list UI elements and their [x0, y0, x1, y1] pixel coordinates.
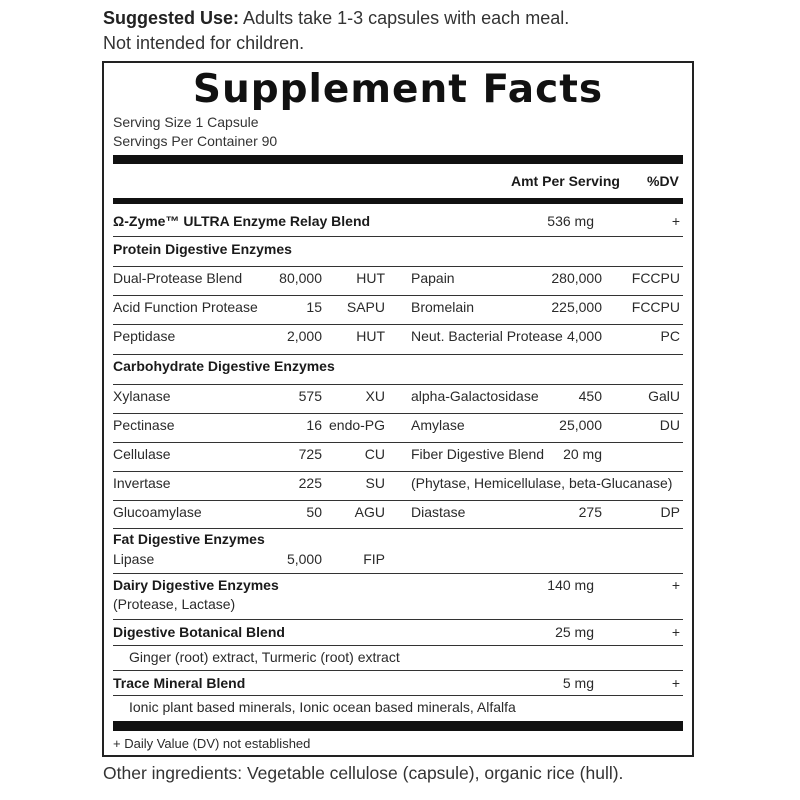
- enzyme-value: 280,000: [551, 270, 602, 286]
- suggested-use-label: Suggested Use:: [103, 8, 240, 28]
- dairy-sub: (Protease, Lactase): [113, 596, 236, 612]
- serving-size: Serving Size 1 Capsule: [113, 114, 259, 130]
- row-divider: [113, 471, 683, 472]
- enzyme-unit: DU: [659, 417, 680, 433]
- header-amt-per-serving: Amt Per Serving: [511, 173, 620, 189]
- enzyme-name: Diastase: [411, 504, 466, 520]
- enzyme-unit: GalU: [648, 388, 680, 404]
- enzyme-unit: XU: [365, 388, 385, 404]
- enzyme-name: (Phytase, Hemicellulase, beta-Glucanase): [411, 475, 673, 491]
- enzyme-value: 4,000: [566, 328, 602, 344]
- enzyme-name: Bromelain: [411, 299, 475, 315]
- row-divider: [113, 645, 683, 646]
- row-divider: [113, 670, 683, 671]
- row-divider: [113, 266, 683, 267]
- protein-title: Protein Digestive Enzymes: [113, 241, 292, 257]
- blend-amount: 536 mg: [547, 213, 594, 229]
- enzyme-name: Cellulase: [113, 446, 171, 462]
- enzyme-unit: endo-PG: [329, 417, 386, 433]
- enzyme-value: 50: [306, 504, 322, 520]
- enzyme-unit: SAPU: [346, 299, 385, 315]
- enzyme-value: 15: [306, 299, 322, 315]
- enzyme-name: Invertase: [113, 475, 171, 491]
- enzyme-value: 225: [298, 475, 322, 491]
- enzyme-unit: HUT: [356, 270, 385, 286]
- enzyme-value: 225,000: [551, 299, 602, 315]
- trace-sub: Ionic plant based minerals, Ionic ocean based minerals, Alfalfa: [129, 699, 516, 715]
- blend-name: Ω-Zyme™ ULTRA Enzyme Relay Blend: [113, 213, 371, 229]
- lipase-value: 5,000: [286, 551, 322, 567]
- row-divider: [113, 619, 683, 620]
- other-ingredients: Other ingredients: Vegetable cellulose (capsule), organic rice (hull).: [103, 763, 624, 783]
- bottom-rule: [113, 721, 683, 731]
- row-divider: [113, 695, 683, 696]
- enzyme-unit: FCCPU: [631, 270, 680, 286]
- enzyme-unit: HUT: [356, 328, 385, 344]
- row-divider: [113, 384, 683, 385]
- enzyme-unit: PC: [660, 328, 680, 344]
- enzyme-name: Fiber Digestive Blend: [411, 446, 545, 462]
- blend-dv: +: [671, 213, 680, 229]
- suggested-use: [103, 6, 569, 56]
- enzyme-value: 575: [298, 388, 322, 404]
- enzyme-unit: FCCPU: [631, 299, 680, 315]
- enzyme-unit: CU: [364, 446, 385, 462]
- enzyme-name: Pectinase: [113, 417, 175, 433]
- servings-per-container: Servings Per Container 90: [113, 133, 278, 149]
- enzyme-value: 80,000: [279, 270, 322, 286]
- suggested-use-note: Not intended for children.: [103, 33, 305, 53]
- lipase-unit: FIP: [363, 551, 385, 567]
- enzyme-value: 2,000: [286, 328, 322, 344]
- botanical-title: Digestive Botanical Blend: [113, 624, 285, 640]
- row-divider: [113, 295, 683, 296]
- enzyme-name: Neut. Bacterial Protease: [411, 328, 563, 344]
- fat-title: Fat Digestive Enzymes: [113, 531, 265, 547]
- enzyme-value: 450: [578, 388, 602, 404]
- trace-dv: +: [671, 675, 680, 691]
- thick-rule: [113, 155, 683, 164]
- row-divider: [113, 500, 683, 501]
- carb-title: Carbohydrate Digestive Enzymes: [113, 358, 335, 374]
- enzyme-name: Glucoamylase: [113, 504, 202, 520]
- enzyme-value: 16: [306, 417, 322, 433]
- enzyme-name: Dual-Protease Blend: [113, 270, 243, 286]
- enzyme-name: Amylase: [411, 417, 465, 433]
- botanical-dv: +: [671, 624, 680, 640]
- trace-title: Trace Mineral Blend: [113, 675, 246, 691]
- dairy-title: Dairy Digestive Enzymes: [113, 577, 279, 593]
- enzyme-name: Papain: [411, 270, 455, 286]
- enzyme-unit: DP: [660, 504, 680, 520]
- row-divider: [113, 324, 683, 325]
- row-divider: [113, 573, 683, 574]
- botanical-amount: 25 mg: [555, 624, 594, 640]
- supplement-facts-panel: [102, 61, 694, 757]
- trace-amount: 5 mg: [562, 675, 594, 691]
- dairy-amount: 140 mg: [547, 577, 594, 593]
- panel-title: Supplement Facts: [192, 67, 604, 112]
- enzyme-unit: SU: [365, 475, 385, 491]
- dv-footnote: + Daily Value (DV) not established: [113, 736, 311, 751]
- enzyme-value: 725: [298, 446, 322, 462]
- enzyme-name: alpha-Galactosidase: [411, 388, 539, 404]
- enzyme-value: 275: [578, 504, 602, 520]
- botanical-sub: Ginger (root) extract, Turmeric (root) extract: [129, 649, 400, 665]
- suggested-use-text: Adults take 1-3 capsules with each meal.: [239, 8, 570, 28]
- row-divider: [113, 528, 683, 529]
- lipase-name: Lipase: [113, 551, 155, 567]
- enzyme-name: Peptidase: [113, 328, 176, 344]
- row-divider: [113, 413, 683, 414]
- enzyme-unit: AGU: [354, 504, 385, 520]
- dairy-dv: +: [671, 577, 680, 593]
- medium-rule: [113, 198, 683, 204]
- enzyme-value: 20 mg: [563, 446, 602, 462]
- row-divider: [113, 442, 683, 443]
- enzyme-value: 25,000: [559, 417, 602, 433]
- row-divider: [113, 236, 683, 237]
- row-divider: [113, 354, 683, 355]
- enzyme-name: Xylanase: [113, 388, 171, 404]
- enzyme-name: Acid Function Protease: [113, 299, 258, 315]
- header-dv: %DV: [647, 173, 679, 189]
